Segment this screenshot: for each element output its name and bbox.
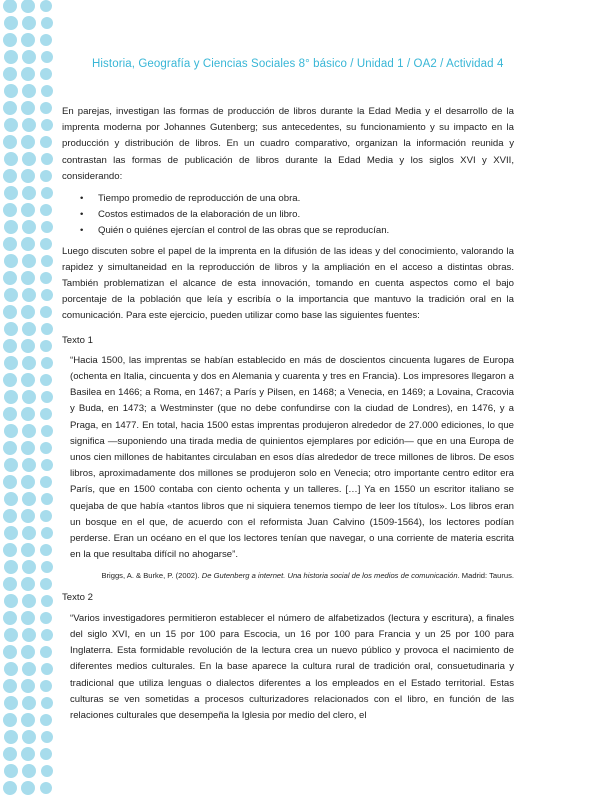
texto-1-citation: Briggs, A. & Burke, P. (2002). De Gutenberg a internet. Una historia social de los medios de comunicación. Madrid: Taurus.: [101, 571, 514, 581]
decorative-dot: [40, 102, 52, 114]
discussion-paragraph: Luego discuten sobre el papel de la imprenta en la difusión de las ideas y del conocimiento, valorando la rapidez y simultaneidad en la reproducción de libros y la ampliación en el acceso a distintas obras. También problematizan el alcance de esta innovación, tomando en cuenta aspectos como el bajo porcentaje de la población que leía y escribía o la importancia que mantuvo la tradición oral en la comunicación. Para este ejercicio, pueden utilizar como base las siguientes fuentes:: [62, 245, 514, 322]
decorative-dot: [41, 391, 53, 403]
decorative-dot: [4, 594, 18, 608]
decorative-dot: [22, 696, 36, 710]
decorative-dot: [3, 135, 17, 149]
decorative-dot: [3, 441, 17, 455]
decorative-dot: [3, 645, 17, 659]
texto-2-quote: “Varios investigadores permitieron establecer el número de alfabetizados (lectura y escritura), a finales del siglo XVI, en un 15 por 100 para Escocia, un 16 por 100 para Francia y un 25 por 100 para Inglaterra. Esta formidable revolución de la lectura crea un nuevo público y provoca el nacimiento de diferentes medios culturales. En la base aparece la cultura rural de tradición oral, consuetudinaria y tradicional que utiliza lenguas o dialectos diferentes a los empleados en el Estado territorial. Estas culturas se ven sometidas a procesos culturizadores relacionados con el libro, en función de las relaciones culturales que desempeña la Iglesia por medio del clero, el: [70, 612, 514, 721]
decorative-dot: [22, 390, 36, 404]
decorative-dot: [4, 424, 18, 438]
decorative-dot: [4, 254, 18, 268]
decorative-dot: [41, 595, 53, 607]
breadcrumb: Historia, Geografía y Ciencias Sociales 8° básico / Unidad 1 / OA2 / Actividad 4: [92, 58, 504, 70]
decorative-dot: [41, 629, 53, 641]
decorative-dot: [22, 560, 36, 574]
decorative-dot: [41, 459, 53, 471]
decorative-dot: [4, 118, 18, 132]
decorative-dot: [40, 238, 52, 250]
decorative-dot: [40, 748, 52, 760]
decorative-dot: [22, 84, 36, 98]
decorative-dot: [4, 356, 18, 370]
decorative-dot: [3, 305, 17, 319]
decorative-dot: [3, 543, 17, 557]
decorative-dot: [40, 136, 52, 148]
decorative-dot: [3, 0, 17, 13]
decorative-dot: [4, 492, 18, 506]
decorative-dot: [22, 254, 36, 268]
decorative-dot: [21, 203, 35, 217]
decorative-dot: [22, 764, 36, 778]
decorative-dot: [22, 152, 36, 166]
decorative-dot: [40, 680, 52, 692]
bullet-list: [62, 191, 514, 240]
decorative-dot: [4, 696, 18, 710]
decorative-dot: [40, 0, 52, 12]
decorative-dot: [22, 50, 36, 64]
dot-pattern: [0, 0, 60, 800]
decorative-dot: [4, 152, 18, 166]
decorative-dot: [3, 679, 17, 693]
decorative-dot: [4, 628, 18, 642]
decorative-dot: [40, 340, 52, 352]
list-item: • Costos estimados de la elaboración de un libro.: [62, 207, 514, 223]
decorative-dot: [21, 781, 35, 795]
bullet-icon: •: [80, 225, 84, 237]
decorative-dot: [22, 356, 36, 370]
decorative-dot: [41, 255, 53, 267]
decorative-dot: [21, 237, 35, 251]
decorative-dot: [22, 118, 36, 132]
decorative-dot: [41, 697, 53, 709]
decorative-dot: [21, 101, 35, 115]
list-item: • Quién o quiénes ejercían el control de las obras que se reproducían.: [62, 223, 514, 239]
decorative-dot: [41, 425, 53, 437]
decorative-dot: [40, 510, 52, 522]
decorative-dot: [21, 373, 35, 387]
decorative-dot: [22, 186, 36, 200]
decorative-dot-border: [0, 0, 60, 800]
decorative-dot: [41, 663, 53, 675]
decorative-dot: [21, 713, 35, 727]
decorative-dot: [40, 578, 52, 590]
decorative-dot: [40, 612, 52, 624]
list-item: • Tiempo promedio de reproducción de una obra.: [62, 191, 514, 207]
decorative-dot: [3, 577, 17, 591]
decorative-dot: [41, 527, 53, 539]
decorative-dot: [21, 271, 35, 285]
decorative-dot: [3, 237, 17, 251]
decorative-dot: [21, 679, 35, 693]
decorative-dot: [40, 408, 52, 420]
decorative-dot: [3, 373, 17, 387]
decorative-dot: [41, 561, 53, 573]
decorative-dot: [22, 526, 36, 540]
decorative-dot: [40, 646, 52, 658]
decorative-dot: [4, 288, 18, 302]
decorative-dot: [21, 747, 35, 761]
decorative-dot: [22, 458, 36, 472]
decorative-dot: [3, 339, 17, 353]
decorative-dot: [21, 407, 35, 421]
decorative-dot: [4, 220, 18, 234]
decorative-dot: [22, 492, 36, 506]
decorative-dot: [22, 16, 36, 30]
decorative-dot: [21, 0, 35, 13]
decorative-dot: [4, 764, 18, 778]
decorative-dot: [41, 731, 53, 743]
decorative-dot: [41, 289, 53, 301]
decorative-dot: [4, 322, 18, 336]
texto-1-label: Texto 1: [62, 334, 93, 346]
decorative-dot: [41, 493, 53, 505]
decorative-dot: [41, 357, 53, 369]
decorative-dot: [3, 169, 17, 183]
decorative-dot: [40, 170, 52, 182]
decorative-dot: [22, 220, 36, 234]
decorative-dot: [3, 407, 17, 421]
decorative-dot: [40, 714, 52, 726]
decorative-dot: [3, 747, 17, 761]
decorative-dot: [21, 305, 35, 319]
decorative-dot: [4, 526, 18, 540]
decorative-dot: [3, 713, 17, 727]
decorative-dot: [40, 68, 52, 80]
decorative-dot: [40, 204, 52, 216]
decorative-dot: [4, 662, 18, 676]
decorative-dot: [22, 730, 36, 744]
decorative-dot: [22, 322, 36, 336]
decorative-dot: [3, 475, 17, 489]
bullet-icon: •: [80, 193, 84, 205]
texto-2-label: Texto 2: [62, 592, 93, 604]
decorative-dot: [40, 544, 52, 556]
decorative-dot: [21, 169, 35, 183]
bullet-icon: •: [80, 209, 84, 221]
decorative-dot: [21, 475, 35, 489]
decorative-dot: [4, 186, 18, 200]
decorative-dot: [40, 476, 52, 488]
intro-paragraph: En parejas, investigan las formas de producción de libros durante la Edad Media y el desarrollo de la imprenta moderna por Johannes Gutenberg; sus antecedentes, su funcionamiento y su impacto en la producción y distribución de libros. En un cuadro comparativo, organizan la información reunida y contrastan las formas de publicación de libros durante la Edad Media y los siglos XVI y XVII, considerando:: [62, 106, 514, 182]
decorative-dot: [3, 509, 17, 523]
decorative-dot: [3, 611, 17, 625]
decorative-dot: [21, 645, 35, 659]
decorative-dot: [3, 67, 17, 81]
decorative-dot: [21, 611, 35, 625]
decorative-dot: [21, 577, 35, 591]
decorative-dot: [21, 543, 35, 557]
decorative-dot: [41, 17, 53, 29]
decorative-dot: [41, 85, 53, 97]
decorative-dot: [41, 221, 53, 233]
decorative-dot: [3, 101, 17, 115]
decorative-dot: [41, 51, 53, 63]
decorative-dot: [21, 33, 35, 47]
document-body: [62, 104, 514, 730]
decorative-dot: [3, 271, 17, 285]
decorative-dot: [21, 339, 35, 353]
decorative-dot: [22, 628, 36, 642]
decorative-dot: [3, 781, 17, 795]
decorative-dot: [4, 730, 18, 744]
decorative-dot: [4, 560, 18, 574]
decorative-dot: [40, 272, 52, 284]
decorative-dot: [40, 782, 52, 794]
decorative-dot: [4, 84, 18, 98]
decorative-dot: [3, 33, 17, 47]
decorative-dot: [4, 458, 18, 472]
decorative-dot: [21, 135, 35, 149]
decorative-dot: [41, 153, 53, 165]
decorative-dot: [40, 374, 52, 386]
decorative-dot: [22, 662, 36, 676]
decorative-dot: [41, 119, 53, 131]
decorative-dot: [41, 323, 53, 335]
decorative-dot: [22, 424, 36, 438]
decorative-dot: [21, 509, 35, 523]
decorative-dot: [21, 441, 35, 455]
decorative-dot: [40, 306, 52, 318]
decorative-dot: [41, 765, 53, 777]
decorative-dot: [4, 390, 18, 404]
decorative-dot: [40, 442, 52, 454]
decorative-dot: [22, 594, 36, 608]
decorative-dot: [21, 67, 35, 81]
decorative-dot: [4, 16, 18, 30]
texto-1-quote: “Hacia 1500, las imprentas se habían establecido en más de doscientos cincuenta lugares de Europa (ochenta en Italia, cincuenta y dos en Alemania y cuarenta y tres en Francia). Los impresores llegaron a Basilea en 1466; a Roma, en 1467; a París y Pilsen, en 1468; a Venecia, en 1469; a Lovaina, Cracovia y Buda, en 1473; a Westminster (que no debe confundirse con la ciudad de Londres), en 1476, y a Praga, en 1477. En total, hacia 1500 estas imprentas produjeron alrededor de 27.000 ediciones, lo que significa —suponiendo una tirada media de quinientos ejemplares por edición— que en una Europa de unos cien millones de habitantes circulaban en esos días alrededor de trece millones de libros. De esos libros, aproximadamente dos millones se produjeron solo en Venecia; otro importante centro editor era París, que en 1500 contaba con ciento ochenta y un talleres. […] Ya en 1550 un escritor italiano se quejaba de que había «tantos libros que ni siquiera tenemos tiempo de leer los títulos». Los libros eran un bosque en el que, de acuerdo con el reformista Juan Calvino (1509-1564), los lectores podían perderse. Eran un océano en el que los lectores tenían que navegar, o una corriente de materia escrita en la que resultaba difícil no ahogarse”.: [70, 354, 514, 561]
decorative-dot: [41, 187, 53, 199]
decorative-dot: [40, 34, 52, 46]
decorative-dot: [4, 50, 18, 64]
decorative-dot: [22, 288, 36, 302]
decorative-dot: [3, 203, 17, 217]
